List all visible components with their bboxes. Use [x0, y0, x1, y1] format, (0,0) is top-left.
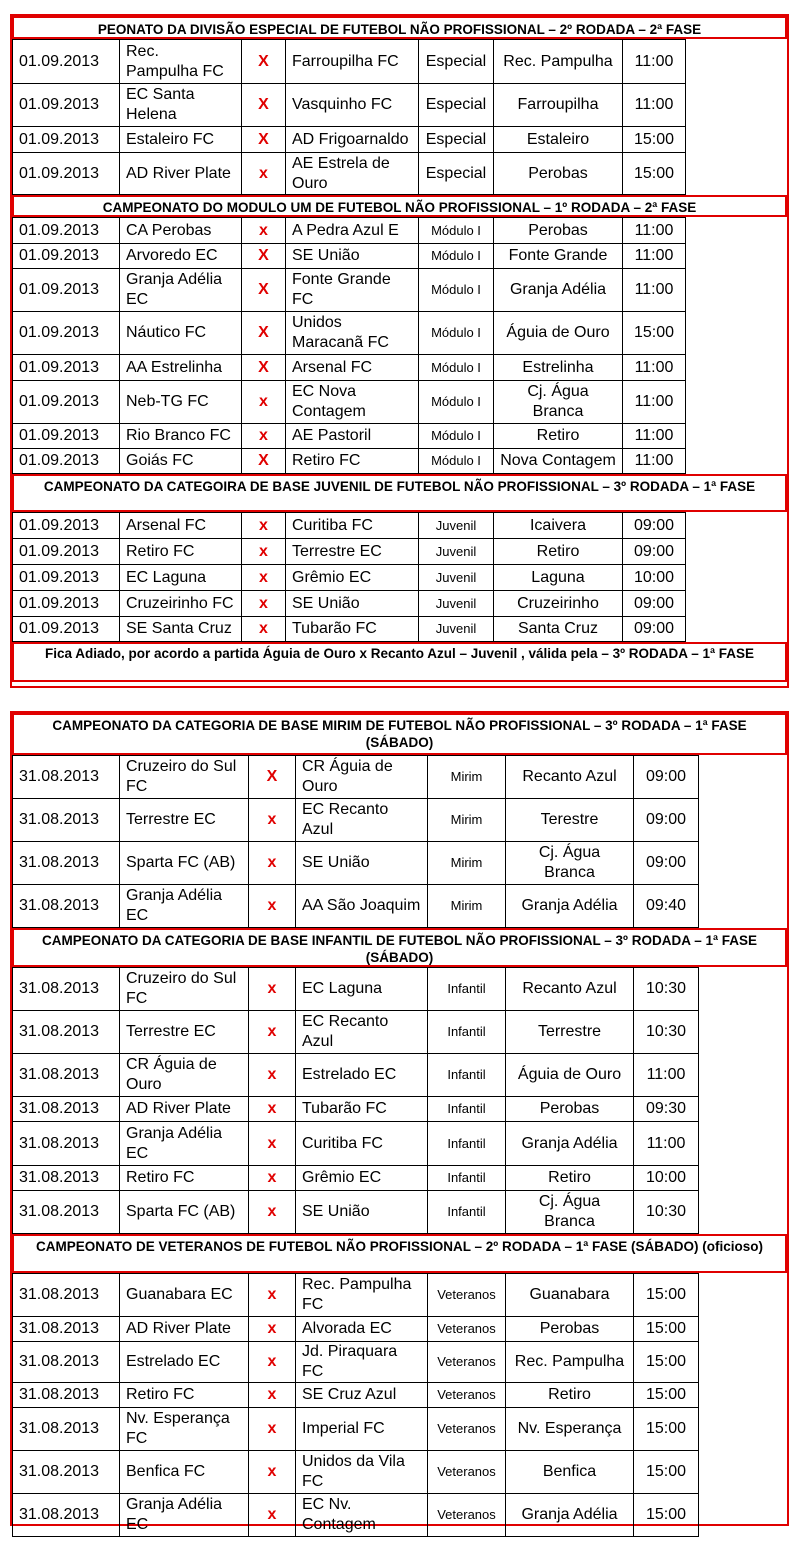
home-team: Granja Adélia EC	[120, 1494, 249, 1537]
away-team: Farroupilha FC	[286, 40, 419, 84]
away-team: Alvorada EC	[296, 1317, 428, 1342]
home-team: Cruzeiro do Sul FC	[120, 756, 249, 799]
away-team: Curitiba FC	[286, 513, 419, 539]
venue: Farroupilha	[494, 84, 623, 127]
match-date: 31.08.2013	[13, 1342, 120, 1383]
versus-mark: x	[249, 1122, 296, 1166]
match-date: 01.09.2013	[13, 424, 120, 449]
versus-mark: x	[249, 1494, 296, 1537]
table-row	[13, 218, 686, 244]
table-row	[13, 244, 686, 269]
table-row	[13, 1451, 699, 1494]
venue: Guanabara	[506, 1274, 634, 1317]
home-team: Retiro FC	[120, 539, 242, 565]
match-date: 31.08.2013	[13, 842, 120, 885]
home-team: Retiro FC	[120, 1383, 249, 1408]
table-juvenil	[12, 512, 686, 642]
home-team: Arvoredo EC	[120, 244, 242, 269]
away-team: AE Estrela de Ouro	[286, 153, 419, 195]
away-team: Tubarão FC	[286, 617, 419, 642]
category: Veteranos	[428, 1317, 506, 1342]
versus-mark: x	[242, 424, 286, 449]
away-team: Rec. Pampulha FC	[296, 1274, 428, 1317]
versus-mark: x	[249, 1408, 296, 1451]
versus-mark: x	[242, 617, 286, 642]
away-team: Estrelado EC	[296, 1054, 428, 1097]
table-row	[13, 424, 686, 449]
kickoff-time: 15:00	[634, 1342, 699, 1383]
match-date: 31.08.2013	[13, 1317, 120, 1342]
venue: Retiro	[494, 424, 623, 449]
venue: Retiro	[494, 539, 623, 565]
venue: Fonte Grande	[494, 244, 623, 269]
category: Módulo I	[419, 269, 494, 312]
table-row	[13, 617, 686, 642]
venue: Terrestre	[506, 1011, 634, 1054]
match-date: 31.08.2013	[13, 1011, 120, 1054]
kickoff-time: 09:00	[623, 539, 686, 565]
category: Mirim	[428, 842, 506, 885]
venue: Retiro	[506, 1166, 634, 1191]
section-title-infantil: CAMPEONATO DA CATEGORIA DE BASE INFANTIL DE FUTEBOL NÃO PROFISSIONAL – 3º RODADA – 1ª FASE (SÁBADO)	[12, 928, 787, 967]
category: Veteranos	[428, 1408, 506, 1451]
match-date: 01.09.2013	[13, 591, 120, 617]
table-mirim	[12, 755, 699, 928]
home-team: Granja Adélia EC	[120, 1122, 249, 1166]
away-team: EC Nova Contagem	[286, 381, 419, 424]
kickoff-time: 11:00	[623, 381, 686, 424]
kickoff-time: 15:00	[623, 153, 686, 195]
category: Veteranos	[428, 1342, 506, 1383]
home-team: Granja Adélia EC	[120, 269, 242, 312]
match-date: 01.09.2013	[13, 513, 120, 539]
schedule-block-saturday	[10, 711, 789, 1533]
home-team: Sparta FC (AB)	[120, 842, 249, 885]
home-team: CA Perobas	[120, 218, 242, 244]
versus-mark: x	[249, 1274, 296, 1317]
category: Módulo I	[419, 312, 494, 355]
table-veteranos	[12, 1273, 699, 1537]
versus-mark: X	[249, 756, 296, 799]
home-team: Arsenal FC	[120, 513, 242, 539]
away-team: Terrestre EC	[286, 539, 419, 565]
kickoff-time: 11:00	[623, 244, 686, 269]
match-date: 01.09.2013	[13, 269, 120, 312]
kickoff-time: 15:00	[634, 1494, 699, 1537]
venue: Granja Adélia	[506, 885, 634, 928]
away-team: SE União	[296, 842, 428, 885]
table-row	[13, 1342, 699, 1383]
versus-mark: X	[242, 355, 286, 381]
category: Módulo I	[419, 355, 494, 381]
venue: Terestre	[506, 799, 634, 842]
category: Infantil	[428, 1097, 506, 1122]
venue: Benfica	[506, 1451, 634, 1494]
away-team: A Pedra Azul E	[286, 218, 419, 244]
kickoff-time: 15:00	[634, 1274, 699, 1317]
category: Juvenil	[419, 591, 494, 617]
table-row	[13, 269, 686, 312]
versus-mark: X	[242, 244, 286, 269]
kickoff-time: 11:00	[634, 1122, 699, 1166]
versus-mark: X	[242, 40, 286, 84]
table-row	[13, 1494, 699, 1537]
away-team: EC Laguna	[296, 968, 428, 1011]
versus-mark: x	[249, 968, 296, 1011]
home-team: Retiro FC	[120, 1166, 249, 1191]
away-team: EC Recanto Azul	[296, 799, 428, 842]
home-team: Terrestre EC	[120, 799, 249, 842]
match-date: 01.09.2013	[13, 539, 120, 565]
category: Veteranos	[428, 1383, 506, 1408]
home-team: Goiás FC	[120, 449, 242, 474]
kickoff-time: 11:00	[623, 218, 686, 244]
match-date: 01.09.2013	[13, 312, 120, 355]
home-team: Guanabara EC	[120, 1274, 249, 1317]
versus-mark: X	[242, 84, 286, 127]
table-row	[13, 513, 686, 539]
kickoff-time: 11:00	[634, 1054, 699, 1097]
match-date: 01.09.2013	[13, 153, 120, 195]
kickoff-time: 09:00	[634, 842, 699, 885]
versus-mark: x	[242, 565, 286, 591]
away-team: Retiro FC	[286, 449, 419, 474]
kickoff-time: 09:40	[634, 885, 699, 928]
away-team: AA São Joaquim	[296, 885, 428, 928]
away-team: AD Frigoarnaldo	[286, 127, 419, 153]
table-row	[13, 1274, 699, 1317]
home-team: EC Santa Helena	[120, 84, 242, 127]
venue: Laguna	[494, 565, 623, 591]
table-row	[13, 565, 686, 591]
versus-mark: x	[249, 1191, 296, 1234]
category: Módulo I	[419, 424, 494, 449]
venue: Nv. Esperança	[506, 1408, 634, 1451]
home-team: Cruzeirinho FC	[120, 591, 242, 617]
match-date: 31.08.2013	[13, 1274, 120, 1317]
table-especial	[12, 39, 686, 195]
category: Veteranos	[428, 1274, 506, 1317]
versus-mark: X	[242, 312, 286, 355]
kickoff-time: 11:00	[623, 84, 686, 127]
home-team: EC Laguna	[120, 565, 242, 591]
table-row	[13, 1317, 699, 1342]
match-date: 31.08.2013	[13, 1383, 120, 1408]
venue: Santa Cruz	[494, 617, 623, 642]
venue: Granja Adélia	[506, 1122, 634, 1166]
venue: Cj. Água Branca	[494, 381, 623, 424]
table-row	[13, 1097, 699, 1122]
venue: Cj. Água Branca	[506, 1191, 634, 1234]
table-row	[13, 885, 699, 928]
table-modulo-um	[12, 217, 686, 474]
table-row	[13, 355, 686, 381]
category: Veteranos	[428, 1494, 506, 1537]
table-row	[13, 449, 686, 474]
table-row	[13, 968, 699, 1011]
category: Especial	[419, 127, 494, 153]
category: Mirim	[428, 885, 506, 928]
category: Juvenil	[419, 565, 494, 591]
home-team: Benfica FC	[120, 1451, 249, 1494]
home-team: AD River Plate	[120, 153, 242, 195]
kickoff-time: 10:00	[634, 1166, 699, 1191]
table-infantil	[12, 967, 699, 1234]
category: Infantil	[428, 1191, 506, 1234]
home-team: AD River Plate	[120, 1317, 249, 1342]
table-row	[13, 1011, 699, 1054]
table-row	[13, 312, 686, 355]
away-team: SE União	[296, 1191, 428, 1234]
table-row	[13, 381, 686, 424]
kickoff-time: 15:00	[623, 312, 686, 355]
home-team: SE Santa Cruz	[120, 617, 242, 642]
category: Mirim	[428, 756, 506, 799]
match-date: 01.09.2013	[13, 617, 120, 642]
kickoff-time: 09:00	[623, 591, 686, 617]
away-team: Jd. Piraquara FC	[296, 1342, 428, 1383]
venue: Perobas	[494, 218, 623, 244]
away-team: Vasquinho FC	[286, 84, 419, 127]
kickoff-time: 11:00	[623, 40, 686, 84]
match-date: 01.09.2013	[13, 355, 120, 381]
schedule-block-sunday	[10, 14, 789, 688]
away-team: Unidos Maracanã FC	[286, 312, 419, 355]
match-date: 01.09.2013	[13, 244, 120, 269]
home-team: Granja Adélia EC	[120, 885, 249, 928]
venue: Perobas	[506, 1317, 634, 1342]
home-team: Neb-TG FC	[120, 381, 242, 424]
venue: Perobas	[506, 1097, 634, 1122]
match-date: 01.09.2013	[13, 565, 120, 591]
home-team: Cruzeiro do Sul FC	[120, 968, 249, 1011]
venue: Águia de Ouro	[506, 1054, 634, 1097]
away-team: EC Nv. Contagem	[296, 1494, 428, 1537]
kickoff-time: 09:00	[623, 617, 686, 642]
match-date: 31.08.2013	[13, 1166, 120, 1191]
category: Juvenil	[419, 539, 494, 565]
home-team: AA Estrelinha	[120, 355, 242, 381]
versus-mark: X	[242, 127, 286, 153]
category: Módulo I	[419, 381, 494, 424]
away-team: AE Pastoril	[286, 424, 419, 449]
table-row	[13, 756, 699, 799]
table-row	[13, 1408, 699, 1451]
match-date: 31.08.2013	[13, 1097, 120, 1122]
venue: Granja Adélia	[494, 269, 623, 312]
category: Juvenil	[419, 617, 494, 642]
venue: Estaleiro	[494, 127, 623, 153]
table-row	[13, 153, 686, 195]
table-row	[13, 799, 699, 842]
category: Veteranos	[428, 1451, 506, 1494]
postponed-note: Fica Adiado, por acordo a partida Águia de Ouro x Recanto Azul – Juvenil , válida pela – 3º RODADA – 1ª FASE	[12, 642, 787, 682]
versus-mark: x	[249, 1383, 296, 1408]
kickoff-time: 11:00	[623, 355, 686, 381]
versus-mark: x	[249, 799, 296, 842]
match-date: 01.09.2013	[13, 218, 120, 244]
section-title-mirim: CAMPEONATO DA CATEGORIA DE BASE MIRIM DE FUTEBOL NÃO PROFISSIONAL – 3º RODADA – 1ª FASE (SÁBADO)	[12, 713, 787, 755]
versus-mark: x	[242, 153, 286, 195]
category: Módulo I	[419, 218, 494, 244]
category: Especial	[419, 40, 494, 84]
kickoff-time: 15:00	[623, 127, 686, 153]
venue: Retiro	[506, 1383, 634, 1408]
category: Infantil	[428, 1166, 506, 1191]
table-row	[13, 1122, 699, 1166]
versus-mark: x	[242, 381, 286, 424]
versus-mark: x	[249, 1054, 296, 1097]
home-team: CR Águia de Ouro	[120, 1054, 249, 1097]
away-team: Unidos da Vila FC	[296, 1451, 428, 1494]
kickoff-time: 15:00	[634, 1317, 699, 1342]
versus-mark: x	[249, 885, 296, 928]
away-team: EC Recanto Azul	[296, 1011, 428, 1054]
table-row	[13, 1383, 699, 1408]
venue: Recanto Azul	[506, 968, 634, 1011]
versus-mark: x	[249, 1097, 296, 1122]
category: Infantil	[428, 1122, 506, 1166]
table-row	[13, 842, 699, 885]
table-row	[13, 1054, 699, 1097]
section-title-especial: PEONATO DA DIVISÃO ESPECIAL DE FUTEBOL NÃO PROFISSIONAL – 2º RODADA – 2ª FASE	[12, 16, 787, 39]
table-row	[13, 40, 686, 84]
match-date: 31.08.2013	[13, 968, 120, 1011]
home-team: Náutico FC	[120, 312, 242, 355]
home-team: Estaleiro FC	[120, 127, 242, 153]
versus-mark: x	[242, 591, 286, 617]
away-team: Imperial FC	[296, 1408, 428, 1451]
away-team: SE União	[286, 244, 419, 269]
away-team: SE Cruz Azul	[296, 1383, 428, 1408]
home-team: Sparta FC (AB)	[120, 1191, 249, 1234]
category: Infantil	[428, 1054, 506, 1097]
match-date: 01.09.2013	[13, 381, 120, 424]
match-date: 31.08.2013	[13, 1408, 120, 1451]
kickoff-time: 10:30	[634, 1191, 699, 1234]
match-date: 31.08.2013	[13, 1494, 120, 1537]
venue: Rec. Pampulha	[506, 1342, 634, 1383]
category: Módulo I	[419, 449, 494, 474]
away-team: Tubarão FC	[296, 1097, 428, 1122]
category: Especial	[419, 84, 494, 127]
versus-mark: x	[242, 218, 286, 244]
section-title-juvenil: CAMPEONATO DA CATEGOIRA DE BASE JUVENIL DE FUTEBOL NÃO PROFISSIONAL – 3º RODADA – 1ª FASE	[12, 474, 787, 512]
venue: Recanto Azul	[506, 756, 634, 799]
section-title-veteranos: CAMPEONATO DE VETERANOS DE FUTEBOL NÃO PROFISSIONAL – 2º RODADA – 1ª FASE (SÁBADO) (oficioso)	[12, 1234, 787, 1273]
kickoff-time: 15:00	[634, 1451, 699, 1494]
versus-mark: X	[242, 449, 286, 474]
versus-mark: x	[249, 842, 296, 885]
away-team: CR Águia de Ouro	[296, 756, 428, 799]
versus-mark: x	[242, 513, 286, 539]
table-row	[13, 1166, 699, 1191]
versus-mark: x	[249, 1342, 296, 1383]
away-team: SE União	[286, 591, 419, 617]
kickoff-time: 10:00	[623, 565, 686, 591]
venue: Icaivera	[494, 513, 623, 539]
venue: Perobas	[494, 153, 623, 195]
table-row	[13, 127, 686, 153]
kickoff-time: 09:00	[634, 799, 699, 842]
match-date: 31.08.2013	[13, 799, 120, 842]
away-team: Grêmio EC	[296, 1166, 428, 1191]
away-team: Arsenal FC	[286, 355, 419, 381]
home-team: Rio Branco FC	[120, 424, 242, 449]
category: Infantil	[428, 968, 506, 1011]
kickoff-time: 10:30	[634, 968, 699, 1011]
venue: Granja Adélia	[506, 1494, 634, 1537]
venue: Cruzeirinho	[494, 591, 623, 617]
match-date: 31.08.2013	[13, 1191, 120, 1234]
versus-mark: X	[242, 269, 286, 312]
home-team: Estrelado EC	[120, 1342, 249, 1383]
table-row	[13, 84, 686, 127]
versus-mark: x	[249, 1317, 296, 1342]
table-row	[13, 539, 686, 565]
match-date: 01.09.2013	[13, 84, 120, 127]
versus-mark: x	[249, 1011, 296, 1054]
kickoff-time: 11:00	[623, 424, 686, 449]
match-date: 31.08.2013	[13, 1122, 120, 1166]
kickoff-time: 15:00	[634, 1383, 699, 1408]
match-date: 01.09.2013	[13, 127, 120, 153]
category: Mirim	[428, 799, 506, 842]
category: Juvenil	[419, 513, 494, 539]
venue: Cj. Água Branca	[506, 842, 634, 885]
versus-mark: x	[249, 1451, 296, 1494]
away-team: Fonte Grande FC	[286, 269, 419, 312]
kickoff-time: 09:00	[634, 756, 699, 799]
match-date: 31.08.2013	[13, 1451, 120, 1494]
home-team: Rec. Pampulha FC	[120, 40, 242, 84]
category: Especial	[419, 153, 494, 195]
away-team: Grêmio EC	[286, 565, 419, 591]
home-team: AD River Plate	[120, 1097, 249, 1122]
match-date: 01.09.2013	[13, 449, 120, 474]
match-date: 31.08.2013	[13, 756, 120, 799]
home-team: Nv. Esperança FC	[120, 1408, 249, 1451]
table-row	[13, 591, 686, 617]
category: Infantil	[428, 1011, 506, 1054]
match-date: 31.08.2013	[13, 885, 120, 928]
versus-mark: x	[242, 539, 286, 565]
match-date: 01.09.2013	[13, 40, 120, 84]
venue: Águia de Ouro	[494, 312, 623, 355]
kickoff-time: 10:30	[634, 1011, 699, 1054]
section-title-modulo-um: CAMPEONATO DO MODULO UM DE FUTEBOL NÃO PROFISSIONAL – 1º RODADA – 2ª FASE	[12, 195, 787, 217]
venue: Rec. Pampulha	[494, 40, 623, 84]
versus-mark: x	[249, 1166, 296, 1191]
away-team: Curitiba FC	[296, 1122, 428, 1166]
match-date: 31.08.2013	[13, 1054, 120, 1097]
kickoff-time: 11:00	[623, 449, 686, 474]
kickoff-time: 11:00	[623, 269, 686, 312]
category: Módulo I	[419, 244, 494, 269]
kickoff-time: 15:00	[634, 1408, 699, 1451]
home-team: Terrestre EC	[120, 1011, 249, 1054]
kickoff-time: 09:30	[634, 1097, 699, 1122]
venue: Nova Contagem	[494, 449, 623, 474]
kickoff-time: 09:00	[623, 513, 686, 539]
table-row	[13, 1191, 699, 1234]
venue: Estrelinha	[494, 355, 623, 381]
